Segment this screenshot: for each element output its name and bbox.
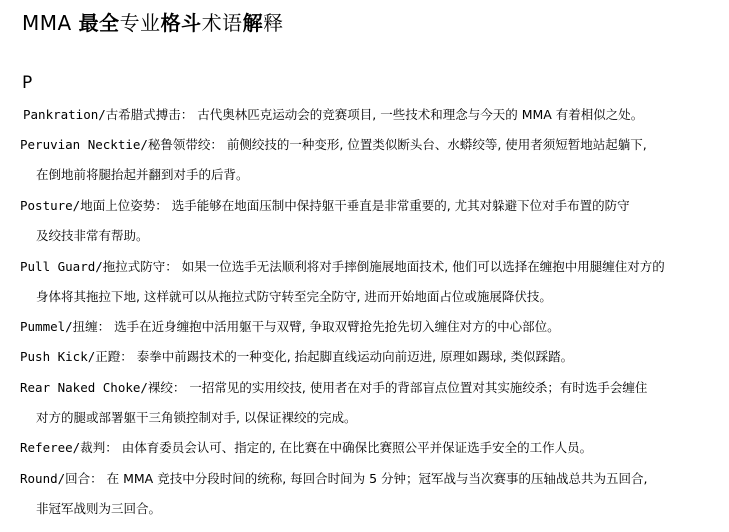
entry-text: 一招常见的实用绞技, 使用者在对手的背部盲点位置对其实施绞杀；有时选手会缠住 (185, 380, 648, 395)
glossary-entry-posture (0, 191, 729, 251)
entry-term: Pull Guard/拖拉式防守： (20, 259, 178, 274)
title-part-zhuanye: 专业 (119, 11, 161, 35)
entry-text-continued: 身体将其拖拉下地, 这样就可以从拖拉式防守转至完全防守, 进而开始地面占位或施展降伏技。 (36, 289, 552, 304)
entry-text-continued: 对方的腿或部署躯干三角锁控制对手, 以保证裸绞的完成。 (36, 410, 357, 425)
entry-term: Rear Naked Choke/裸绞： (20, 380, 186, 395)
glossary-entry-pankration (0, 100, 729, 130)
entry-term: Pummel/扭缠： (20, 319, 111, 334)
entry-text: 选手在近身缠抱中活用躯干与双臂, 争取双臂抢先抢先切入缠住对方的中心部位。 (110, 319, 560, 334)
entry-term: Pankration/古希腊式搏击： (23, 107, 194, 122)
entry-text-continued: 及绞技非常有帮助。 (36, 228, 149, 243)
entry-text: 在 MMA 竞技中分段时间的统称, 每回合时间为 5 分钟；冠军战与当次赛事的压轴战总共为五回合, (102, 471, 648, 486)
title-part-shi: 释 (263, 11, 284, 35)
entry-text: 古代奥林匹克运动会的竞赛项目, 一些技术和理念与今天的 MMA 有着相似之处。 (193, 107, 644, 122)
title-part-jie: 解 (242, 11, 264, 35)
glossary-entry-pummel (0, 312, 729, 342)
glossary-entry-peruvian-necktie (0, 130, 729, 190)
entry-text-continued: 在倒地前将腿抬起并翻到对手的后背。 (36, 167, 249, 182)
entry-term: Referee/裁判： (20, 440, 118, 455)
entry-text: 由体育委员会认可、指定的, 在比赛在中确保比赛照公平并保证选手安全的工作人员。 (117, 440, 593, 455)
title-part-gedou: 格斗 (160, 11, 202, 35)
glossary-entry-push-kick (0, 342, 729, 372)
section-letter: P (22, 73, 33, 93)
entry-term: Push Kick/正蹬： (20, 349, 133, 364)
glossary-entry-round (0, 464, 729, 524)
title-part-mma: MMA (22, 11, 79, 35)
entry-term: Round/回合： (20, 471, 103, 486)
entry-text: 选手能够在地面压制中保持躯干垂直是非常重要的, 尤其对躲避下位对手布置的防守 (167, 198, 630, 213)
entry-text: 泰拳中前踢技术的一种变化, 抬起脚直线运动向前迈进, 原理如踢球, 类似踩踏。 (132, 349, 574, 364)
page-title (22, 10, 284, 36)
entry-text: 前侧绞技的一种变形, 位置类似断头台、水蟒绞等, 使用者须短暂地站起躺下, (222, 137, 647, 152)
entry-term: Posture/地面上位姿势： (20, 198, 168, 213)
title-part-shuyu: 术语 (201, 11, 243, 35)
glossary-entry-referee (0, 433, 729, 463)
glossary-entry-rear-naked-choke (0, 373, 729, 433)
entry-text: 如果一位选手无法顺利将对手摔倒施展地面技术, 他们可以选择在缠抱中用腿缠住对方的 (177, 259, 665, 274)
entry-term: Peruvian Necktie/秘鲁领带绞： (20, 137, 223, 152)
title-part-zuiquan: 最全 (78, 11, 120, 35)
glossary-entry-pull-guard (0, 252, 729, 312)
entry-text-continued: 非冠军战则为三回合。 (36, 501, 162, 516)
